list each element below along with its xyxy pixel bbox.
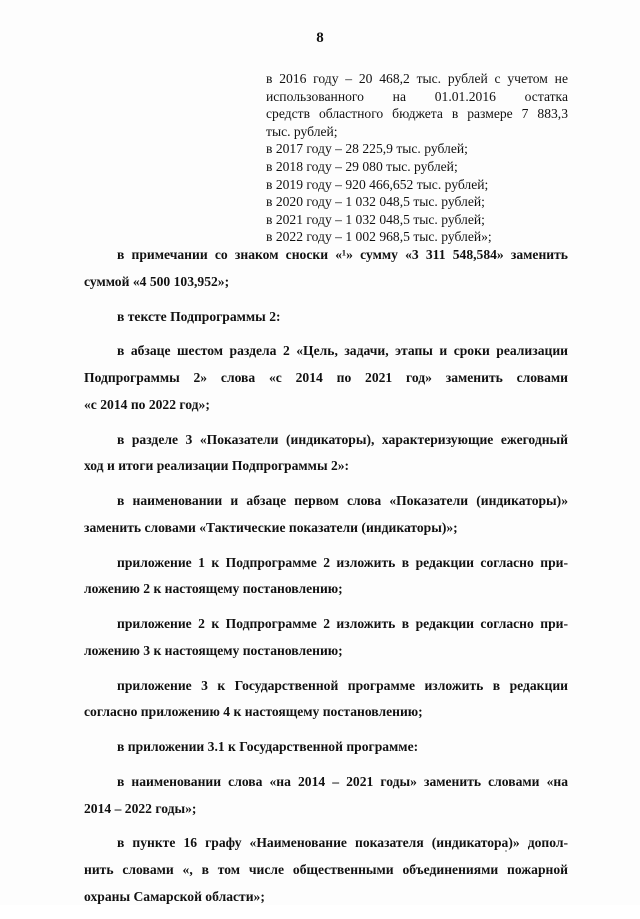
document-body [84, 242, 568, 919]
paragraph [84, 304, 568, 331]
paragraph-line: в тексте Подпрограммы 2: [117, 308, 281, 324]
funding-line: использованного на 01.01.2016 остатка [266, 88, 568, 104]
scan-speck [505, 850, 507, 852]
paragraph-line: в наименовании и абзаце первом слова «Показатели (индикаторы)» [117, 493, 568, 508]
funding-line: в 2020 году – 1 032 048,5 тыс. рублей; [266, 194, 485, 210]
paragraph [84, 830, 568, 911]
paragraph-line: в абзаце шестом раздела 2 «Цель, задачи, этапы и сроки реализации [117, 343, 568, 359]
paragraph [84, 734, 568, 761]
paragraph [84, 550, 568, 604]
paragraph-line: в примечании со знаком сноски «¹» сумму «3 311 548,584» заменить [117, 247, 568, 262]
paragraph-line: ложению 3 к настоящему постановлению; [84, 642, 343, 658]
funding-line: в 2021 году – 1 032 048,5 тыс. рублей; [266, 211, 485, 227]
paragraph [84, 673, 568, 727]
paragraph-line: Подпрограммы 2» слова «с 2014 по 2021 год» заменить словами [84, 370, 568, 385]
paragraph [84, 769, 568, 823]
paragraph [84, 611, 568, 665]
funding-line: в 2017 году – 28 225,9 тыс. рублей; [266, 141, 468, 157]
paragraph-line: в пункте 16 графу «Наименование показателя (индикатора)» допол- [117, 835, 568, 851]
funding-line: средств областного бюджета в размере 7 883,3 [266, 106, 568, 122]
paragraph-line: суммой «4 500 103,952»; [84, 273, 230, 289]
paragraph-line: ход и итоги реализации Подпрограммы 2»: [84, 458, 350, 474]
funding-list [266, 70, 568, 246]
paragraph [84, 338, 568, 419]
paragraph-line: ложению 2 к настоящему постановлению; [84, 581, 343, 597]
paragraph-line: нить словами «, в том числе общественными объединениями пожарной [84, 862, 568, 877]
paragraph-line: заменить словами «Тактические показатели (индикаторы)»; [84, 519, 458, 535]
paragraph-line: приложение 2 к Подпрограмме 2 изложить в редакции согласно при- [117, 616, 568, 631]
paragraph-line: 2014 – 2022 годы»; [84, 800, 197, 816]
page-number: 8 [316, 30, 324, 46]
paragraph-line: приложение 3 к Государственной программе изложить в редакции [117, 677, 568, 693]
paragraph-line: в приложении 3.1 к Государственной программе: [117, 739, 419, 754]
paragraph-line: в наименовании слова «на 2014 – 2021 годы» заменить словами «на [117, 773, 568, 789]
funding-line: в 2018 году – 29 080 тыс. рублей; [266, 158, 458, 174]
paragraph-line: приложение 1 к Подпрограмме 2 изложить в редакции согласно при- [117, 554, 568, 570]
funding-line: в 2022 году – 1 002 968,5 тыс. рублей»; [266, 229, 492, 245]
paragraph [84, 242, 568, 296]
funding-line: тыс. рублей; [266, 123, 338, 139]
paragraph [84, 427, 568, 481]
paragraph-line: согласно приложению 4 к настоящему постановлению; [84, 704, 423, 720]
funding-line: в 2016 году – 20 468,2 тыс. рублей с учетом не [266, 71, 568, 86]
paragraph-line: в разделе 3 «Показатели (индикаторы), характеризующие ежегодный [117, 431, 568, 447]
paragraph-line: «с 2014 по 2022 год»; [84, 396, 210, 412]
paragraph-line: охраны Самарской области»; [84, 888, 265, 904]
paragraph [84, 488, 568, 542]
funding-line: в 2019 году – 920 466,652 тыс. рублей; [266, 176, 489, 192]
